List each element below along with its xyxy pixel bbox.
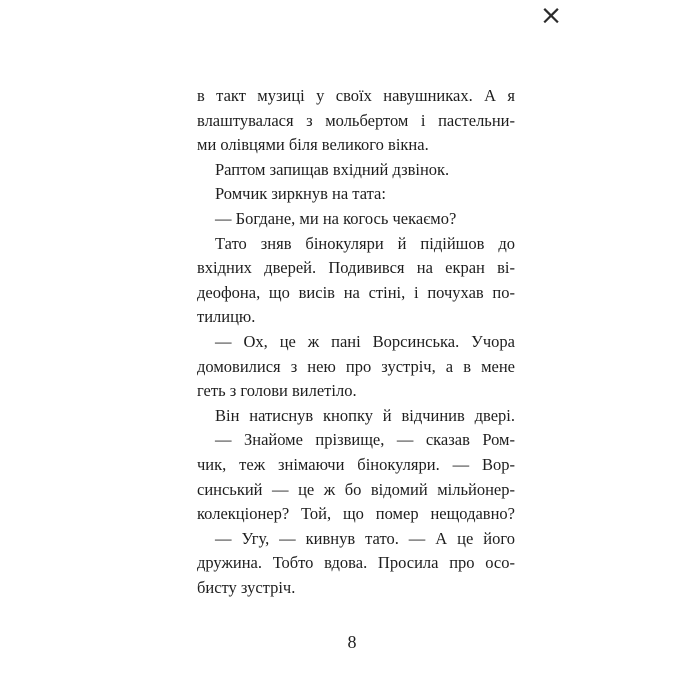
text-line: — Угу, — кивнув тато. — А це його xyxy=(215,528,515,548)
close-icon[interactable]: × xyxy=(539,0,563,31)
text-line: влаштувалася з мольбертом і пастельни- xyxy=(197,110,515,130)
text-line: синський — це ж бо відомий мільйонер- xyxy=(197,479,515,499)
text-line: Ромчик зиркнув на тата: xyxy=(215,184,386,204)
text-line: Тато зняв бінокуляри й підійшов до xyxy=(215,233,515,253)
text-line: — Знайоме прізвище, — сказав Ром- xyxy=(215,430,515,450)
text-line: ми олівцями біля великого вікна. xyxy=(197,135,429,155)
book-text xyxy=(197,84,515,600)
text-line: колекціонер? Той, що помер нещодавно? xyxy=(197,504,515,524)
text-line: домовилися з нею про зустріч, а в мене xyxy=(197,356,515,376)
text-line: чик, теж знімаючи бінокуляри. — Вор- xyxy=(197,454,515,474)
text-line: — Богдане, ми на когось чекаємо? xyxy=(215,208,457,228)
text-line: — Ох, це ж пані Ворсинська. Учора xyxy=(215,331,515,351)
text-line: деофона, що висів на стіні, і почухав по- xyxy=(197,282,515,302)
page-number: 8 xyxy=(347,632,357,652)
text-line: вхідних дверей. Подивився на екран ві- xyxy=(197,258,515,278)
text-line: Раптом запищав вхідний дзвінок. xyxy=(215,159,450,179)
text-line: в такт музиці у своїх навушниках. А я xyxy=(197,86,515,105)
text-line: Він натиснув кнопку й відчинив двері. xyxy=(215,405,515,425)
text-line: бисту зустріч. xyxy=(197,577,296,597)
text-line: тилицю. xyxy=(197,307,256,327)
text-line: геть з голови вилетіло. xyxy=(197,381,357,401)
text-line: дружина. Тобто вдова. Просила про осо- xyxy=(197,553,515,573)
